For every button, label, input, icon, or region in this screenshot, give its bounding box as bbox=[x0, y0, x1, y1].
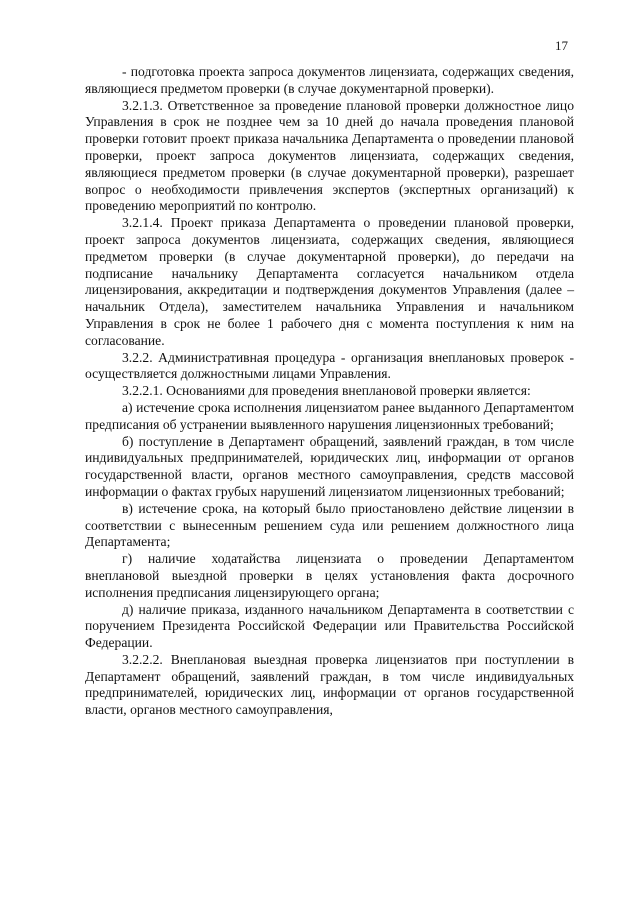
list-item-g: г) наличие ходатайства лицензиата о проведении Департаментом внеплановой выездной проверки в целях установления факта досрочного исполнения предписания лицензирующего органа; bbox=[85, 551, 574, 600]
list-item-v: в) истечение срока, на который было приостановлено действие лицензии в соответствии с вынесенным решением суда или решением должностного лица Департамента; bbox=[85, 500, 574, 550]
page-number: 17 bbox=[555, 38, 568, 53]
document-body bbox=[85, 64, 574, 719]
list-item-b: б) поступление в Департамент обращений, заявлений граждан, в том числе индивидуальных предпринимателей, юридических лиц, информации от органов государственной власти, органов местного самоуправления, средств массовой информации о фактах грубых нарушений лицензиатом лицензионных требований; bbox=[85, 433, 574, 499]
list-item-d: д) наличие приказа, изданного начальником Департамента в соответствии с поручением Президента Российской Федерации или Правительства Российской Федерации. bbox=[85, 601, 574, 651]
paragraph-3-2-1-4: 3.2.1.4. Проект приказа Департамента о проведении плановой проверки, проект запроса документов лицензиата, содержащих сведения, являющиеся предметом проверки (в случае документарной проверки), до передачи на подписание начальнику Департамента согласуется начальником отдела лицензирования, аккредитации и подтверждения документов Управления (далее – начальник Отдела), заместителем начальника Управления и начальником Управления в срок не более 1 рабочего дня с момента поступления к ним на согласование. bbox=[85, 215, 574, 348]
paragraph-3-2-2-2: 3.2.2.2. Внеплановая выездная проверка лицензиатов при поступлении в Департамент обращений, заявлений граждан, в том числе индивидуальных предпринимателей, юридических лиц, информации от органов государственной власти, органов местного самоуправления, bbox=[85, 651, 574, 718]
paragraph-3-2-2: 3.2.2. Административная процедура - организация внеплановых проверок - осуществляется должностными лицами Управления. bbox=[85, 349, 574, 382]
list-item-a: а) истечение срока исполнения лицензиатом ранее выданного Департаментом предписания об устранении выявленного нарушения лицензионных требований; bbox=[85, 399, 574, 432]
paragraph-3-2-2-1: 3.2.2.1. Основаниями для проведения внеплановой проверки является: bbox=[122, 383, 531, 399]
paragraph-preparation-request: - подготовка проекта запроса документов лицензиата, содержащих сведения, являющиеся предметом проверки (в случае документарной проверки). bbox=[85, 64, 574, 96]
paragraph-3-2-1-3: 3.2.1.3. Ответственное за проведение плановой проверки должностное лицо Управления в срок не позднее чем за 10 дней до начала проведения плановой проверки готовит проект приказа начальника Департамента о проведении плановой проверки, проект запроса документов лицензиата, содержащих сведения, являющиеся предметом проверки (в случае документарной проверки), разрешает вопрос о необходимости привлечения экспертов (экспертных организаций) к проведению мероприятий по контролю. bbox=[85, 97, 574, 214]
